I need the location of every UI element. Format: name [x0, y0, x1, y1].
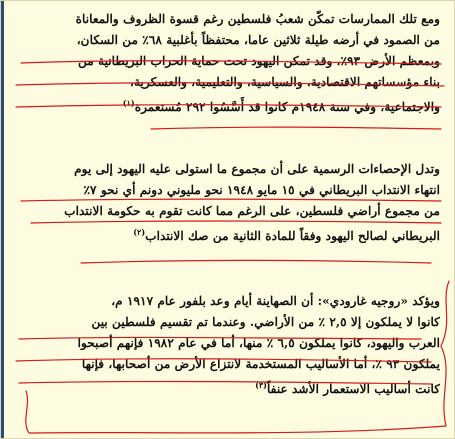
paragraph-1-line-5-wrap	[9, 93, 440, 114]
paragraph-3	[9, 291, 440, 396]
paragraph-1-line-2: من الصمود في أرضه طيلة ثلاثين عاما، محتفظاً بأغلبية ٦٨٪ من السكان،	[76, 33, 440, 47]
paragraph-1	[9, 9, 440, 114]
paragraph-1-line-1: ومع تلك الممارسات تمكّن شعبُ فلسطين رغم قسوة الظروف والمعاناة	[75, 12, 440, 26]
paragraph-3-line-2: كانوا لا يملكون إلا ٢,٥ ٪ من الأراضي. وعندما تم تقسيم فلسطين بين	[91, 315, 440, 329]
footnote-marker-3: (٣)	[255, 380, 267, 390]
paragraph-2-line-4-wrap	[9, 222, 440, 243]
paragraph-3-line-3: العرب واليهود، كانوا يملكون ٦,٥ ٪ منها، أما في عام ١٩٨٢ فإنهم أصبحوا	[77, 336, 440, 350]
paragraph-1-line-4: بناء مؤسساتهم الاقتصادية، والسياسية، والتعليمية، والعسكرية،	[130, 75, 440, 89]
underline-p2-l4	[81, 260, 431, 263]
paragraph-1-line-5: والاجتماعية، وفي سنة ١٩٤٨م كانوا قد أَسَّسُوا ٢٩٢ مُستعمرة	[134, 100, 440, 114]
paragraph-2-line-2: انتهاء الانتداب البريطاني في ١٥ مايو ١٩٤٨ نحو مليوني دونم أي نحو ٧٪	[83, 183, 440, 197]
paragraph-3-line-4: يملكون ٩٣ ٪، أما الأساليب المستخدمة لانتزاع الأرض من أصحابها، فإنها	[81, 357, 440, 371]
paragraph-2-line-3: من مجموع أراضي فلسطين، على الرغم مما كانت تقوم به حكومة الانتداب	[64, 204, 440, 218]
paragraph-3-line-5-wrap	[9, 375, 440, 396]
footnote-marker-1: (١)	[122, 98, 135, 108]
paragraph-3-line-5: كانت أساليب الاستعمار الأشد عنفاً	[266, 382, 440, 396]
underline-p1-l5	[151, 127, 441, 129]
paragraph-2-line-4: البريطاني لصالح اليهود وفقاً للمادة الثانية من صك الانتداب	[145, 229, 440, 243]
left-border	[1, 1, 4, 439]
paragraph-1-line-3: وبمعظم الأرض ٩٣٪، وقد تمكن اليهود تحت حماية الحراب البريطانية من	[78, 54, 440, 68]
paragraph-2-line-1: وتدل الإحصاءات الرسمية على أن مجموع ما استولى عليه اليهود إلى يوم	[74, 162, 440, 176]
paragraph-2	[9, 159, 440, 243]
paragraph-3-line-1: ويؤكد «روجيه غارودي»: أن الصهاينة أيام وعد بلفور عام ١٩١٧ م،	[111, 294, 440, 308]
footnote-marker-2: (٢)	[133, 227, 146, 237]
